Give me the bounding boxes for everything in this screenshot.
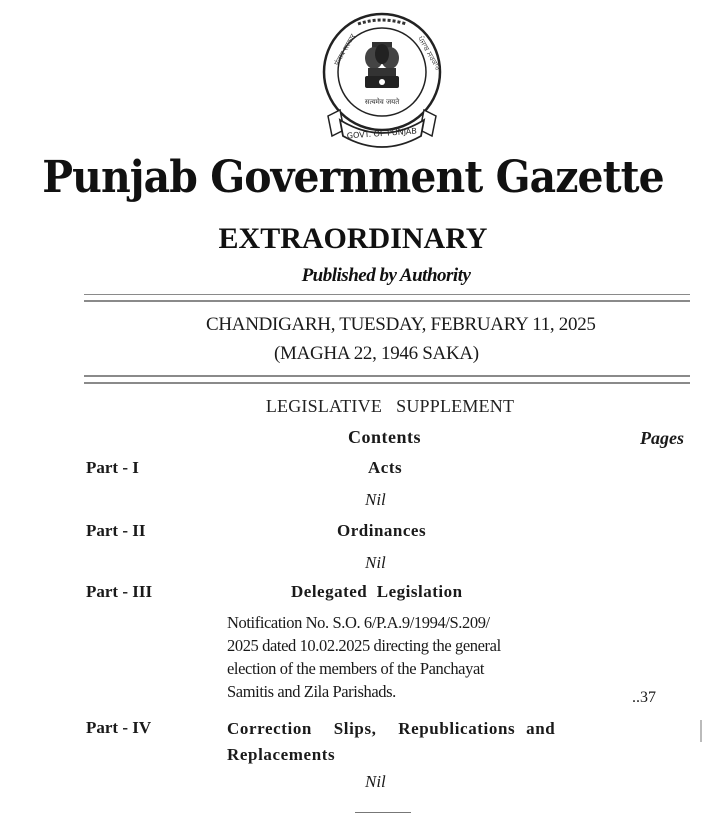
divider-rule — [84, 300, 690, 302]
part-3-title: Delegated Legislation — [291, 582, 463, 601]
page-edge-mark — [700, 720, 702, 742]
edition-label: EXTRAORDINARY — [218, 222, 488, 255]
emblem-ring-left: पंजाब सरकार — [332, 32, 358, 67]
divider-rule — [84, 382, 690, 384]
part-2-label: Part - II — [86, 521, 146, 540]
part-4-title-line: Replacements — [227, 745, 336, 764]
emblem-ring-right: ਪੰਜਾਬ ਸਰਕਾਰ — [416, 35, 443, 72]
part-4-title-line: Correction Slips, Republications and — [227, 719, 556, 738]
notification-line: Notification No. S.O. 6/P.A.9/1994/S.209/ — [227, 613, 490, 632]
emblem-motto: सत्यमेव जयते — [364, 98, 400, 106]
divider-rule — [84, 375, 690, 377]
emblem-ribbon-text: GOVT. OF PUNJAB — [346, 126, 418, 141]
part-3-label: Part - III — [86, 582, 153, 601]
contents-heading: Contents — [348, 427, 422, 447]
pages-heading: Pages — [640, 428, 684, 448]
dateline-gregorian: CHANDIGARH, TUESDAY, FEBRUARY 11, 2025 — [206, 314, 596, 335]
part-4-entry: Nil — [365, 772, 386, 791]
part-1-title: Acts — [368, 458, 403, 477]
part-4-label: Part - IV — [86, 718, 152, 737]
part-2-title: Ordinances — [337, 521, 427, 540]
part-4-title — [227, 716, 572, 768]
part-2-entry: Nil — [365, 553, 386, 572]
part-1-label: Part - I — [86, 458, 139, 477]
part-3-page-number: ..37 — [632, 689, 656, 706]
tagline: Published by Authority — [301, 265, 471, 286]
divider-rule — [84, 294, 690, 295]
supplement-title: LEGISLATIVE SUPPLEMENT — [265, 396, 515, 416]
part-1-entry: Nil — [365, 490, 386, 509]
end-rule — [355, 812, 411, 813]
notification-line: 2025 dated 10.02.2025 directing the general — [227, 636, 501, 655]
state-emblem-seal-icon — [318, 8, 446, 158]
part-3-notification — [227, 611, 572, 703]
notification-line: Samitis and Zila Parishads. — [227, 682, 396, 701]
gazette-title: Punjab Government Gazette — [42, 152, 664, 203]
dateline-saka: (MAGHA 22, 1946 SAKA) — [274, 343, 479, 364]
notification-line: election of the members of the Panchayat — [227, 659, 485, 678]
